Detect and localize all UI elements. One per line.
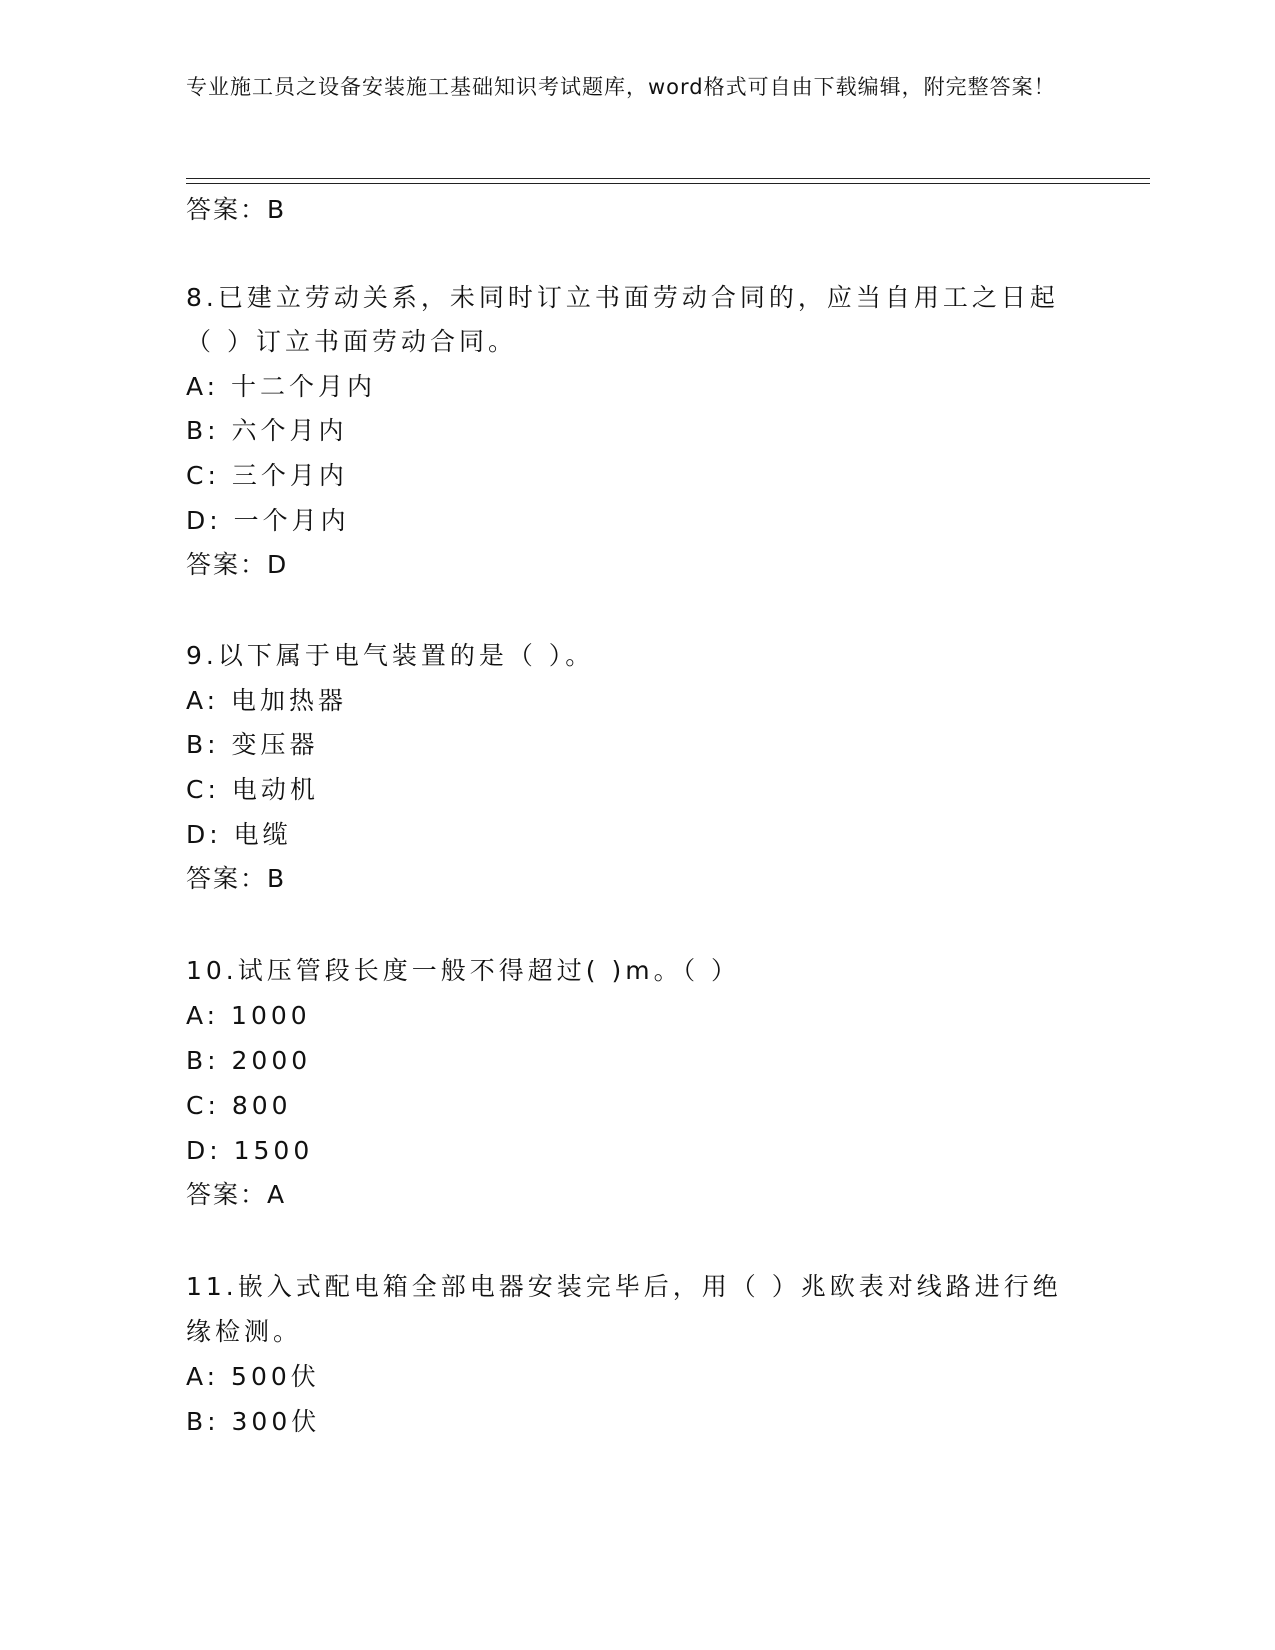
question-8-option-c: C: 三个月内 [186,461,348,490]
question-10-stem: 10.试压管段长度一般不得超过( )m。（ ） [186,956,741,985]
header-divider-top [186,178,1150,179]
question-10-option-d: D: 1500 [186,1136,314,1165]
document-header: 专业施工员之设备安装施工基础知识考试题库，word格式可自由下载编辑，附完整答案！ [186,75,1056,99]
question-8-option-b: B: 六个月内 [186,416,348,445]
question-9-answer: 答案：B [186,864,287,893]
question-11-stem-line1: 11.嵌入式配电箱全部电器安装完毕后，用（ ）兆欧表对线路进行绝 [186,1272,1062,1301]
question-11-stem-line2: 缘检测。 [186,1317,303,1346]
question-10-option-c: C: 800 [186,1091,292,1120]
question-10-option-b: B: 2000 [186,1046,312,1075]
question-9-option-d: D: 电缆 [186,820,292,849]
question-11-option-b: B: 300伏 [186,1407,321,1436]
question-11-option-a: A: 500伏 [186,1362,320,1391]
previous-answer: 答案：B [186,195,287,224]
question-9-option-a: A: 电加热器 [186,686,348,715]
header-divider-bottom [186,183,1150,184]
question-8-answer: 答案：D [186,550,289,579]
question-9-stem: 9.以下属于电气装置的是（ ）。 [186,641,595,670]
question-8-option-d: D: 一个月内 [186,506,350,535]
question-9-option-c: C: 电动机 [186,775,319,804]
question-9-option-b: B: 变压器 [186,730,319,759]
question-8-stem-line2: （ ）订立书面劳动合同。 [186,327,517,356]
question-10-answer: 答案：A [186,1180,287,1209]
question-10-option-a: A: 1000 [186,1001,311,1030]
question-8-option-a: A: 十二个月内 [186,372,377,401]
question-8-stem-line1: 8.已建立劳动关系，未同时订立书面劳动合同的，应当自用工之日起 [186,283,1059,312]
